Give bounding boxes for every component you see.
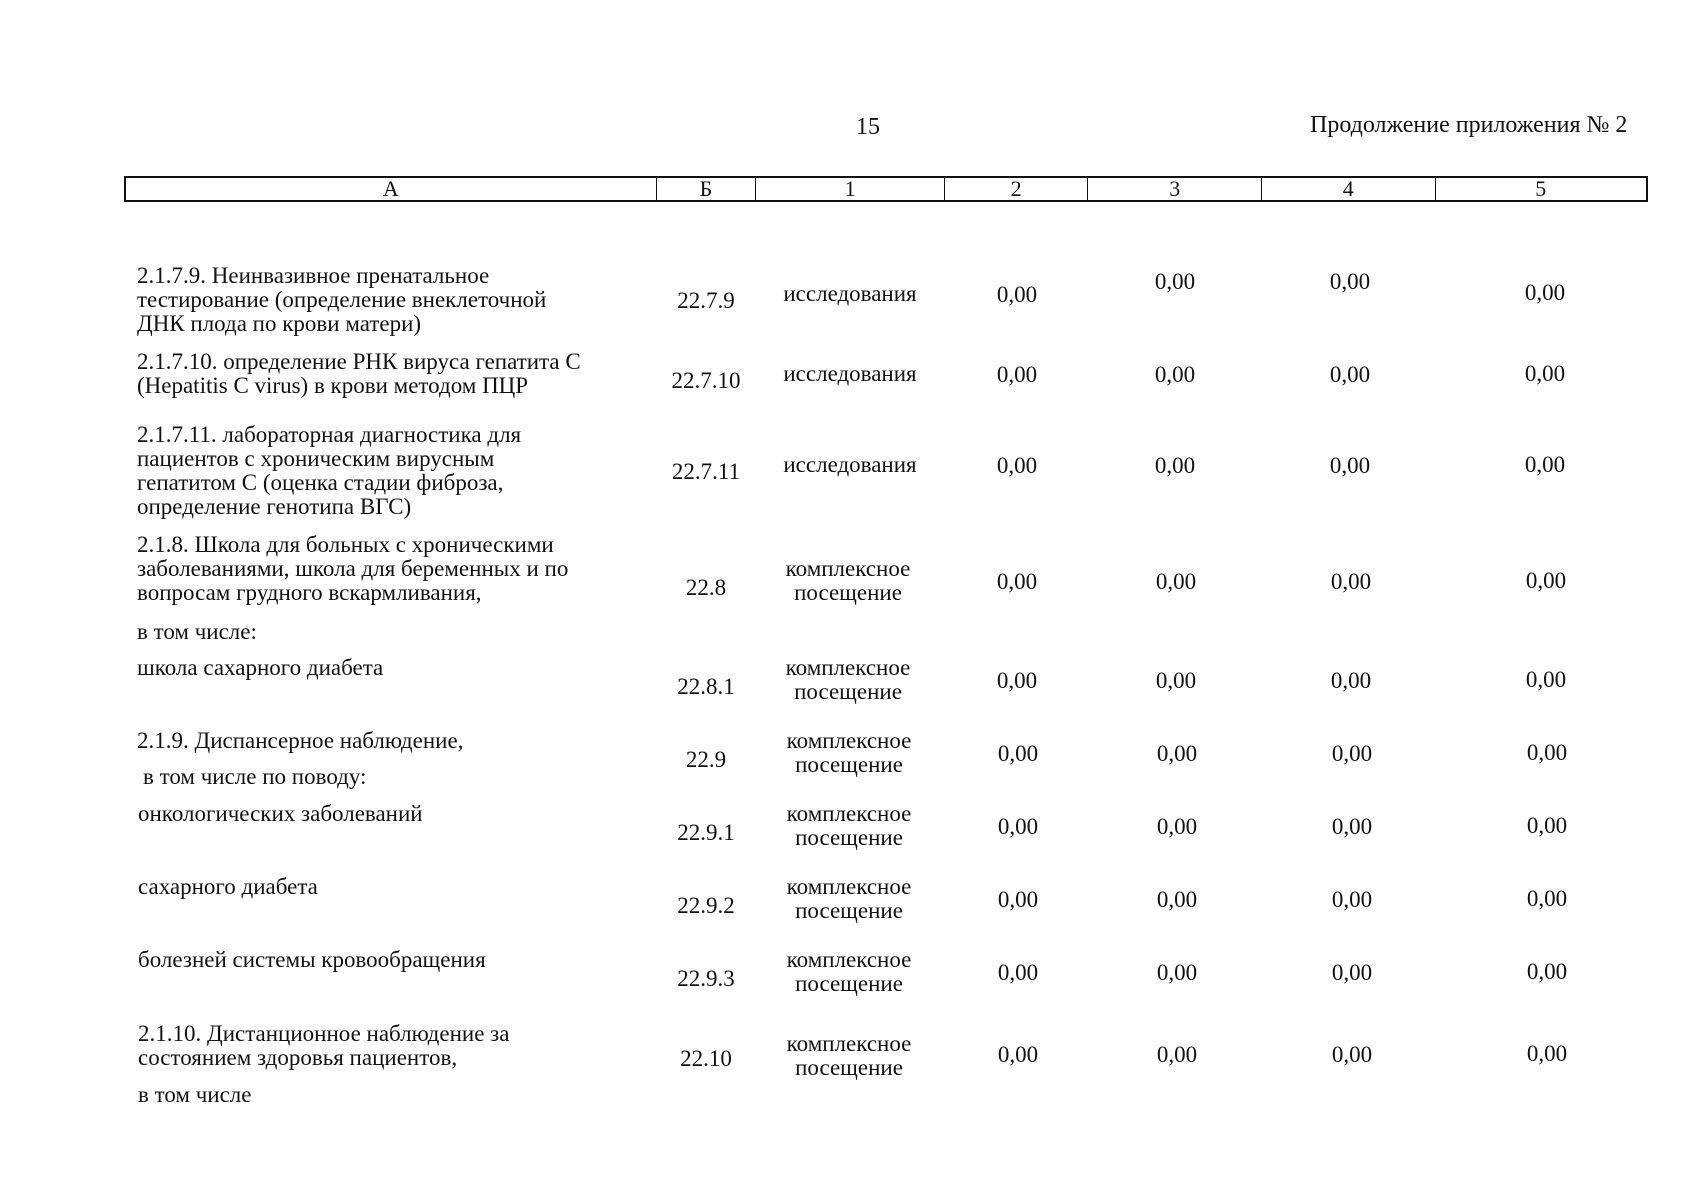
- row-value-3: 0,00: [1156, 741, 1198, 766]
- row-value-2: 0,00: [996, 668, 1038, 693]
- row-unit: комплексное посещение: [786, 728, 912, 777]
- row-name: сахарного диабета: [138, 874, 318, 899]
- row-value-2: 0,00: [997, 741, 1039, 766]
- header-col-4: 4: [1262, 178, 1436, 200]
- row-name: в том числе:: [137, 619, 257, 644]
- row-value-4: 0,00: [1329, 453, 1371, 478]
- row-value-5: 0,00: [1526, 813, 1568, 838]
- row-name: в том числе по поводу:: [143, 764, 367, 789]
- row-value-2: 0,00: [996, 453, 1038, 478]
- row-value-3: 0,00: [1155, 668, 1197, 693]
- row-value-5: 0,00: [1524, 452, 1566, 477]
- row-value-3: 0,00: [1156, 1042, 1198, 1067]
- row-unit: комплексное посещение: [786, 801, 912, 850]
- row-value-4: 0,00: [1329, 269, 1371, 294]
- row-name: 2.1.8. Школа для больных с хроническими заболеваниями, школа для беременных и по вопросам грудного вскармливания,: [137, 532, 569, 605]
- row-value-2: 0,00: [997, 887, 1039, 912]
- row-value-5: 0,00: [1526, 1041, 1568, 1066]
- row-value-4: 0,00: [1331, 814, 1373, 839]
- row-code: 22.8: [685, 575, 727, 600]
- row-name: онкологических заболеваний: [138, 801, 423, 826]
- row-code: 22.10: [680, 1046, 732, 1071]
- row-name: болезней системы кровообращения: [138, 947, 486, 972]
- header-col-3: 3: [1088, 178, 1262, 200]
- row-value-5: 0,00: [1525, 667, 1567, 692]
- row-value-5: 0,00: [1525, 568, 1567, 593]
- row-value-2: 0,00: [996, 282, 1038, 307]
- row-unit: комплексное посещение: [785, 655, 911, 704]
- row-value-3: 0,00: [1154, 269, 1196, 294]
- row-value-3: 0,00: [1156, 814, 1198, 839]
- row-code: 22.8.1: [677, 674, 735, 699]
- page-number: 15: [856, 114, 880, 140]
- row-value-4: 0,00: [1331, 887, 1373, 912]
- row-name: в том числе: [138, 1082, 252, 1107]
- row-unit: комплексное посещение: [786, 874, 912, 923]
- header-col-1: 1: [756, 178, 945, 200]
- row-code: 22.7.9: [677, 288, 735, 313]
- row-value-4: 0,00: [1331, 741, 1373, 766]
- row-value-4: 0,00: [1330, 668, 1372, 693]
- row-name: 2.1.7.10. определение РНК вируса гепатита С (Hepatitis C virus) в крови методом ПЦР: [137, 349, 581, 398]
- table-header: [124, 176, 1648, 202]
- row-value-2: 0,00: [996, 362, 1038, 387]
- row-code: 22.9.2: [677, 893, 735, 918]
- row-value-3: 0,00: [1154, 362, 1196, 387]
- row-value-5: 0,00: [1526, 959, 1568, 984]
- row-unit: исследования: [783, 452, 917, 477]
- header-col-2: 2: [945, 178, 1089, 200]
- row-name: школа сахарного диабета: [137, 655, 384, 680]
- row-value-2: 0,00: [997, 960, 1039, 985]
- row-value-5: 0,00: [1526, 886, 1568, 911]
- row-name: 2.1.10. Дистанционное наблюдение за состоянием здоровья пациентов,: [138, 1021, 510, 1070]
- row-code: 22.9: [685, 747, 727, 772]
- row-name: 2.1.7.11. лабораторная диагностика для пациентов с хроническим вирусным гепатитом С (оценка стадии фиброза, определение генотипа ВГС): [137, 422, 522, 519]
- row-value-3: 0,00: [1154, 453, 1196, 478]
- row-name: 2.1.9. Диспансерное наблюдение,: [137, 728, 464, 753]
- row-unit: исследования: [783, 361, 917, 386]
- row-value-4: 0,00: [1330, 569, 1372, 594]
- row-value-3: 0,00: [1156, 887, 1198, 912]
- row-value-4: 0,00: [1331, 1042, 1373, 1067]
- row-value-2: 0,00: [997, 814, 1039, 839]
- row-value-4: 0,00: [1329, 362, 1371, 387]
- row-code: 22.9.1: [677, 820, 735, 845]
- row-value-3: 0,00: [1156, 960, 1198, 985]
- row-code: 22.7.11: [671, 459, 741, 484]
- row-value-3: 0,00: [1155, 569, 1197, 594]
- header-col-b: Б: [657, 178, 757, 200]
- appendix-continuation: Продолжение приложения № 2: [1310, 112, 1628, 138]
- header-col-a: А: [126, 178, 657, 200]
- row-unit: исследования: [783, 281, 917, 306]
- row-unit: комплексное посещение: [785, 556, 911, 605]
- row-value-5: 0,00: [1524, 361, 1566, 386]
- row-unit: комплексное посещение: [786, 1031, 912, 1080]
- row-value-5: 0,00: [1524, 280, 1566, 305]
- row-value-2: 0,00: [996, 569, 1038, 594]
- row-value-2: 0,00: [997, 1042, 1039, 1067]
- row-name: 2.1.7.9. Неинвазивное пренатальное тестирование (определение внеклеточной ДНК плода по крови матери): [137, 263, 547, 336]
- row-value-5: 0,00: [1526, 740, 1568, 765]
- row-code: 22.7.10: [671, 368, 741, 393]
- header-col-5: 5: [1535, 176, 1547, 201]
- row-code: 22.9.3: [677, 966, 735, 991]
- row-unit: комплексное посещение: [786, 947, 912, 996]
- row-value-4: 0,00: [1331, 960, 1373, 985]
